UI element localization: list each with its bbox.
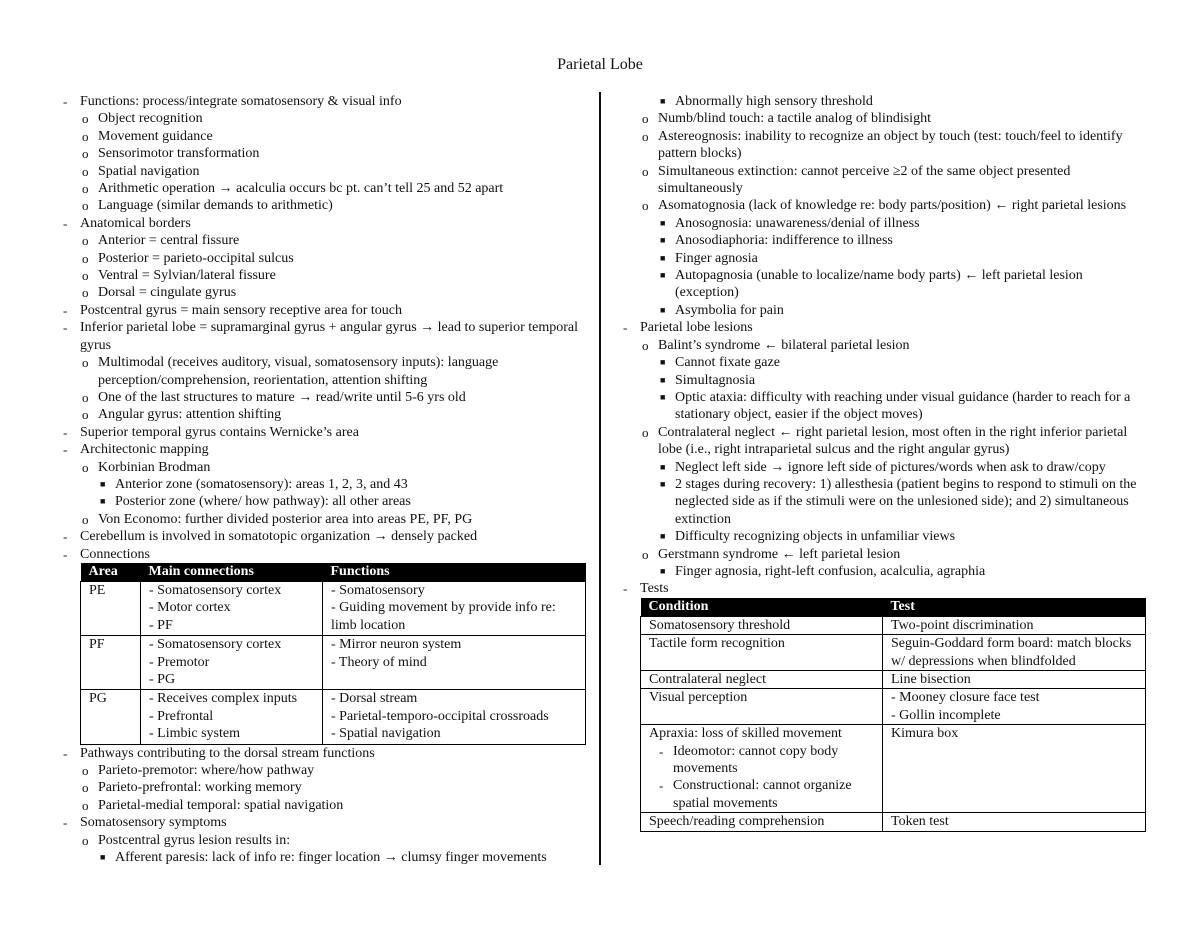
sub-item: - Constructional: cannot organize spatial movements [659, 778, 852, 811]
list-item: o Angular gyrus: attention shifting [82, 407, 282, 423]
table-cell: PE [81, 581, 141, 635]
square-bullet: ■ [100, 852, 106, 863]
circle-bullet: o [642, 163, 649, 179]
circle-bullet: o [642, 128, 649, 144]
list-item: ■ Simultagnosia [660, 372, 756, 388]
column-divider [599, 92, 601, 865]
square-bullet: ■ [660, 374, 666, 385]
list-item: o Parietal-medial temporal: spatial navigation [82, 797, 344, 813]
list-item: - Cerebellum is involved in somatotopic organization → densely packed [63, 529, 478, 545]
list-item: - Somatosensory symptoms [63, 815, 227, 831]
dash-bullet: - [63, 94, 68, 109]
table-cell: - Mirror neuron system - Theory of mind [323, 636, 586, 690]
table-cell: Seguin-Goddard form board: match blocks w/ depressions when blindfolded [883, 635, 1146, 671]
list-item: ■ Anosognosia: unawareness/denial of illness [660, 215, 920, 231]
table-cell: Contralateral neglect [641, 671, 883, 689]
list-item: - Connections [63, 546, 150, 562]
list-item: - Pathways contributing to the dorsal stream functions [63, 745, 375, 761]
list-item: o Von Economo: further divided posterior area into areas PE, PF, PG [82, 511, 473, 527]
circle-bullet: o [642, 111, 649, 127]
circle-bullet: o [642, 337, 649, 353]
square-bullet: ■ [660, 391, 666, 402]
circle-bullet: o [82, 511, 89, 527]
table-row [641, 671, 1146, 689]
list-item: o Ventral = Sylvian/lateral fissure [82, 268, 276, 284]
dash-bullet: - [63, 529, 68, 545]
square-bullet: ■ [660, 478, 666, 489]
table-cell: Line bisection [883, 671, 1146, 689]
table-cell: Speech/reading comprehension [641, 813, 883, 831]
list-item: o Dorsal = cingulate gyrus [82, 285, 237, 301]
column-header: Functions [323, 563, 586, 582]
list-item: ■ Anosodiaphoria: indifference to illness [660, 233, 893, 249]
table-header-row [641, 598, 1146, 617]
list-item: - Superior temporal gyrus contains Wernicke’s area [63, 424, 359, 440]
dash-bullet: - [63, 424, 68, 440]
table-row [641, 689, 1146, 725]
square-bullet: ■ [660, 235, 666, 246]
square-bullet: ■ [660, 270, 666, 281]
table-row [641, 725, 1146, 813]
table-cell: Kimura box [883, 725, 1146, 813]
list-item: o Numb/blind touch: a tactile analog of blindisight [642, 111, 931, 127]
dash-bullet: - [63, 442, 68, 458]
circle-bullet: o [82, 111, 89, 127]
list-item: o Parieto-prefrontal: working memory [82, 780, 302, 796]
dash-bullet: - [63, 302, 68, 318]
table-row [81, 581, 586, 635]
table-header-row [81, 563, 586, 582]
table-row [81, 690, 586, 744]
list-item: o Balint’s syndrome ← bilateral parietal lesion [642, 337, 910, 353]
column-header: Area [81, 563, 141, 582]
list-item: o Asomatognosia (lack of knowledge re: body parts/position) ← right parietal lesions [642, 198, 1127, 214]
circle-bullet: o [642, 546, 649, 562]
table-cell: Somatosensory threshold [641, 616, 883, 634]
list-item: o Spatial navigation [82, 163, 200, 179]
list-item: o Gerstmann syndrome ← left parietal lesion [642, 546, 901, 562]
list-item: o Posterior = parieto-occipital sulcus [82, 250, 294, 266]
dash-bullet: - [63, 546, 68, 562]
circle-bullet: o [82, 163, 89, 179]
dash-bullet: - [659, 743, 664, 759]
table-cell: Two-point discrimination [883, 616, 1146, 634]
column-header: Test [883, 598, 1146, 617]
list-item: ■ Cannot fixate gaze [660, 355, 780, 371]
circle-bullet: o [82, 459, 89, 475]
list-item: o Astereognosis: inability to recognize an object by touch (test: touch/feel to identify pattern blocks) [642, 128, 1123, 162]
table-row [641, 635, 1146, 671]
right-column [620, 93, 1148, 832]
list-item: ■ Autopagnosia (unable to localize/name body parts) ← left parietal lesion (exception) [660, 268, 1083, 301]
circle-bullet: o [82, 181, 89, 197]
list-item: o Korbinian Brodman [82, 459, 211, 475]
list-item: ■ 2 stages during recovery: 1) allesthesia (patient begins to respond to stimuli on the neglected side as if the stimuli were on the unlesioned side); and 2) simultaneous extinction [660, 476, 1137, 527]
dash-bullet: - [63, 745, 68, 761]
list-item: ■ Optic ataxia: difficulty with reaching under visual guidance (harder to reach for a stationary object, easier if the object moves) [660, 389, 1131, 423]
table-cell: - Somatosensory - Guiding movement by provide info re: limb location [323, 581, 586, 635]
circle-bullet: o [82, 285, 89, 301]
circle-bullet: o [82, 198, 89, 214]
dash-bullet: - [63, 320, 68, 336]
list-item: ■ Anterior zone (somatosensory): areas 1, 2, 3, and 43 [100, 476, 408, 492]
circle-bullet: o [642, 424, 649, 440]
list-item: o Postcentral gyrus lesion results in: [82, 832, 291, 848]
page-title: Parietal Lobe [557, 56, 643, 73]
list-item: o Simultaneous extinction: cannot perceive ≥2 of the same object presented simultaneously [642, 163, 1071, 197]
table-cell: - Somatosensory cortex - Premotor - PG [141, 636, 323, 690]
table-row [641, 813, 1146, 831]
list-item: o Arithmetic operation → acalculia occurs bc pt. can’t tell 25 and 52 apart [82, 181, 504, 197]
list-item: ■ Neglect left side → ignore left side of pictures/words when ask to draw/copy [660, 459, 1106, 475]
circle-bullet: o [82, 355, 89, 371]
list-item: o Language (similar demands to arithmetic) [82, 198, 333, 214]
square-bullet: ■ [660, 96, 666, 106]
list-item: ■ Difficulty recognizing objects in unfamiliar views [660, 529, 956, 545]
list-item: - Anatomical borders [63, 215, 191, 231]
list-item: - Inferior parietal lobe = supramarginal gyrus + angular gyrus → lead to superior temporal gyrus [63, 320, 578, 353]
square-bullet: ■ [660, 357, 666, 368]
list-item: ■ Abnormally high sensory threshold [660, 94, 873, 109]
dash-bullet: - [63, 215, 68, 231]
circle-bullet: o [82, 763, 89, 779]
list-item: - Functions: process/integrate somatosensory & visual info [63, 94, 402, 109]
connections-table [80, 563, 586, 745]
circle-bullet: o [82, 407, 89, 423]
square-bullet: ■ [100, 478, 106, 489]
square-bullet: ■ [660, 252, 666, 263]
list-item: ■ Finger agnosia, right-left confusion, acalculia, agraphia [660, 563, 986, 579]
circle-bullet: o [82, 780, 89, 796]
circle-bullet: o [82, 250, 89, 266]
circle-bullet: o [82, 146, 89, 162]
table-cell: Tactile form recognition [641, 635, 883, 671]
list-item: - Architectonic mapping [63, 442, 209, 458]
square-bullet: ■ [660, 565, 666, 576]
table-row [641, 616, 1146, 634]
sub-item: - Ideomotor: cannot copy body movements [659, 743, 839, 777]
table-cell: PG [81, 690, 141, 744]
square-bullet: ■ [660, 461, 666, 472]
table-cell: Visual perception [641, 689, 883, 725]
dash-bullet: - [659, 778, 664, 794]
dash-bullet: - [623, 581, 628, 597]
list-item: o Movement guidance [82, 128, 213, 144]
circle-bullet: o [82, 832, 89, 848]
list-item: o Object recognition [82, 111, 203, 127]
list-item: ■ Finger agnosia [660, 250, 758, 266]
circle-bullet: o [82, 389, 89, 405]
left-column [60, 93, 588, 866]
list-item: - Postcentral gyrus = main sensory receptive area for touch [63, 302, 403, 318]
list-item: - Parietal lobe lesions [623, 320, 753, 336]
table-cell: - Dorsal stream - Parietal-temporo-occipital crossroads - Spatial navigation [323, 690, 586, 744]
list-item: o Contralateral neglect ← right parietal lesion, most often in the right inferior parietal lobe (i.e., right intraparietal sulcus and the right angular gyrus) [642, 424, 1128, 458]
circle-bullet: o [82, 268, 89, 284]
list-item: ■ Afferent paresis: lack of info re: finger location → clumsy finger movements [100, 850, 547, 866]
square-bullet: ■ [660, 217, 666, 228]
list-item: - Tests [623, 581, 669, 597]
column-header: Condition [641, 598, 883, 617]
circle-bullet: o [82, 128, 89, 144]
dash-bullet: - [623, 320, 628, 336]
circle-bullet: o [642, 198, 649, 214]
square-bullet: ■ [660, 304, 666, 315]
list-item: ■ Asymbolia for pain [660, 302, 784, 318]
table-cell: - Receives complex inputs - Prefrontal - Limbic system [141, 690, 323, 744]
list-item: o Anterior = central fissure [82, 233, 240, 249]
dash-bullet: - [63, 815, 68, 831]
table-cell: PF [81, 636, 141, 690]
list-item: o Sensorimotor transformation [82, 146, 260, 162]
table-cell: - Somatosensory cortex - Motor cortex - PF [141, 581, 323, 635]
tests-table [640, 598, 1146, 832]
table-cell: Apraxia: loss of skilled movement - Ideomotor: cannot copy body movements - Constructional: cannot organize spatial movements [641, 725, 883, 813]
list-item: o Parieto-premotor: where/how pathway [82, 763, 315, 779]
circle-bullet: o [82, 233, 89, 249]
list-item: o Multimodal (receives auditory, visual, somatosensory inputs): language perception/comprehension, reorientation, attention shifting [82, 355, 499, 388]
column-header: Main connections [141, 563, 323, 582]
table-cell: Token test [883, 813, 1146, 831]
square-bullet: ■ [100, 496, 106, 507]
table-row [81, 636, 586, 690]
table-cell: - Mooney closure face test - Gollin incomplete [883, 689, 1146, 725]
list-item: ■ Posterior zone (where/ how pathway): all other areas [100, 494, 411, 510]
circle-bullet: o [82, 797, 89, 813]
list-item: o One of the last structures to mature → read/write until 5-6 yrs old [82, 389, 466, 405]
square-bullet: ■ [660, 531, 666, 542]
